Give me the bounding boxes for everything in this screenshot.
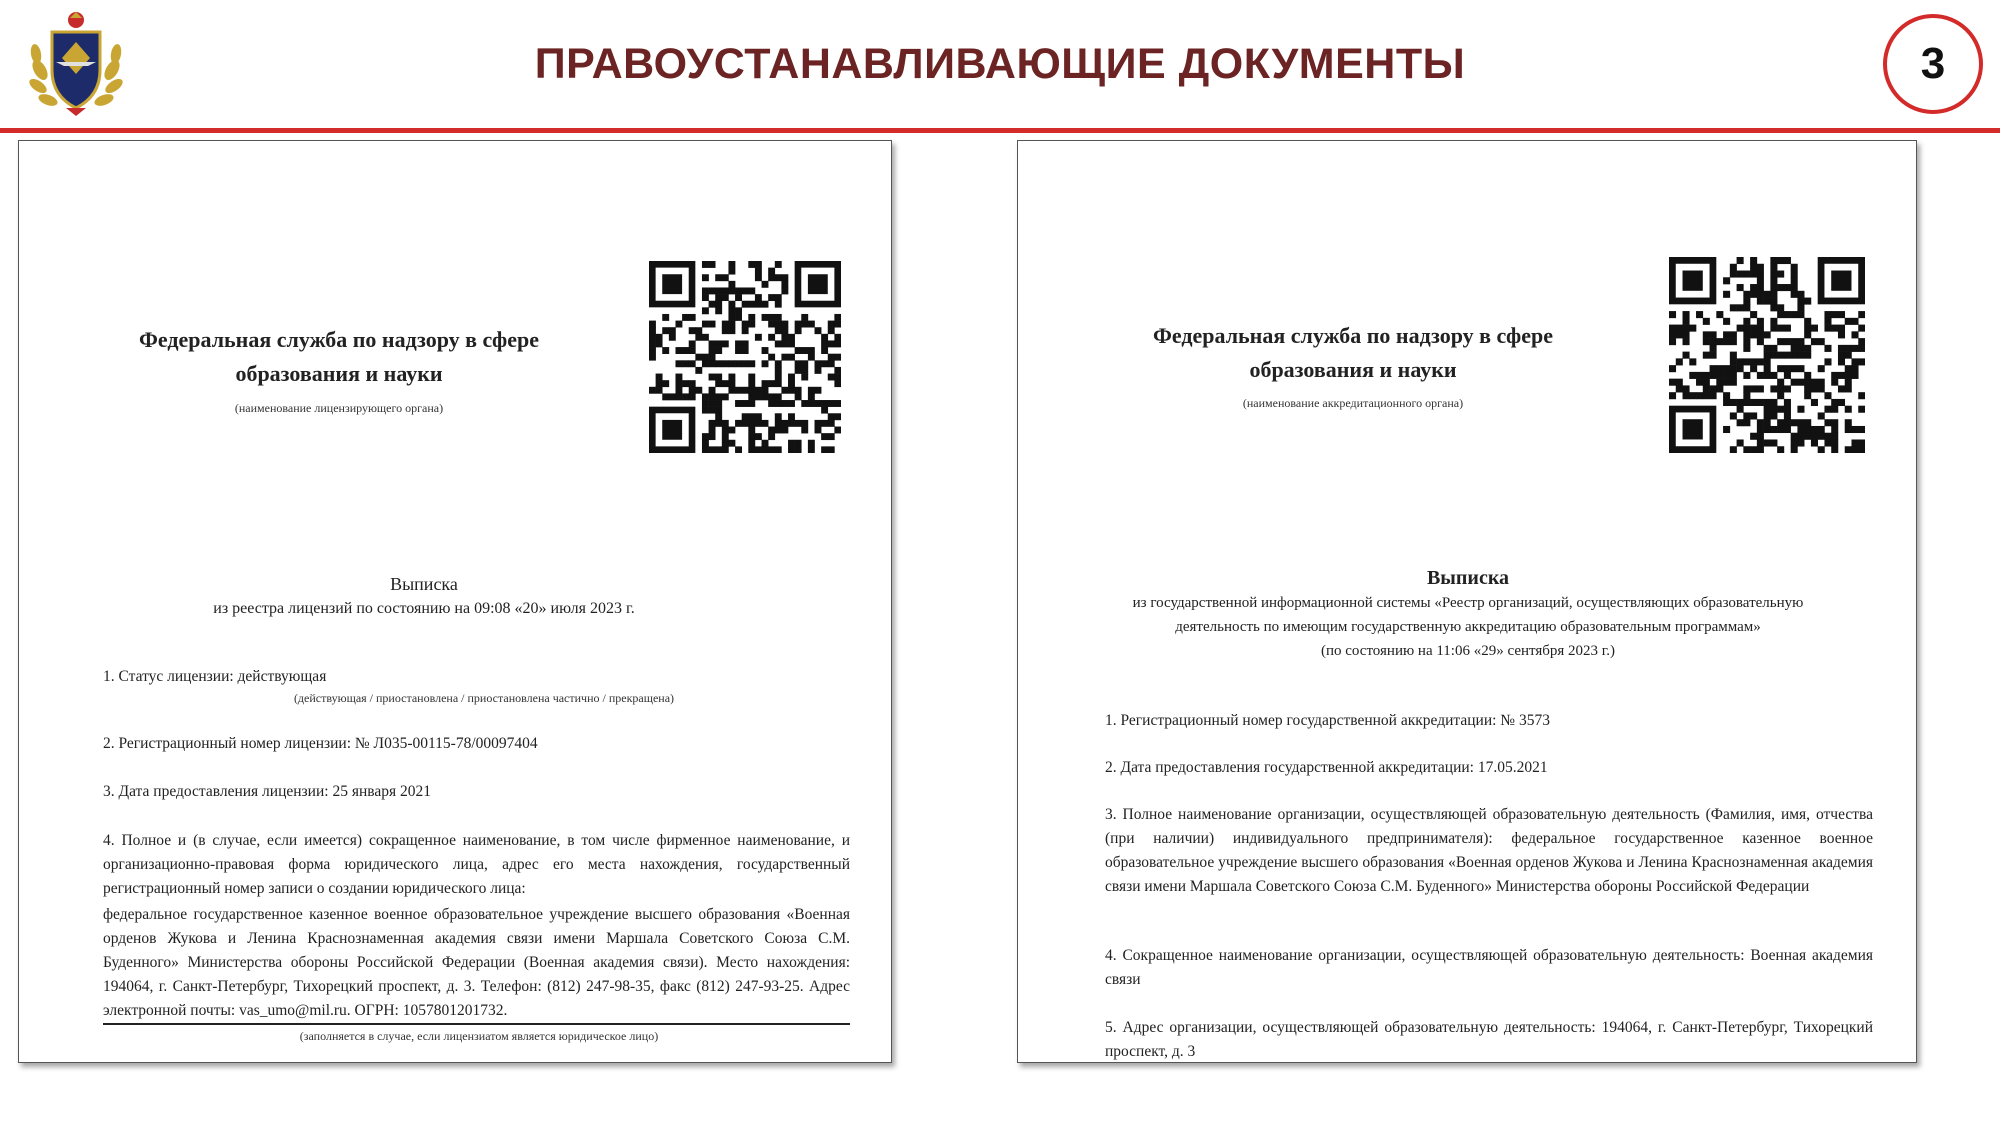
qr-code-icon (649, 261, 841, 458)
header-divider (0, 128, 2000, 133)
extract-subtitle: из реестра лицензий по состоянию на 09:08 «20» июля 2023 г. (213, 600, 635, 617)
license-status-hint: (действующая / приостановлена / приостановлена частично / прекращена) (293, 691, 675, 705)
agency-name (1128, 319, 1578, 387)
license-date: 3. Дата предоставления лицензии: 25 января 2021 (103, 783, 431, 800)
extract-subtitle-line2: деятельность по имеющим государственную аккредитацию образовательным программам» (1175, 619, 1761, 635)
organization-address: 5. Адрес организации, осуществляющей образовательную деятельность: 194064, г. Санкт-Петербург, Тихорецкий проспект, д. 3 (1105, 1019, 1873, 1060)
agency-name-line2: образования и науки (235, 361, 443, 386)
signature-rule (103, 1023, 850, 1025)
qr-code-icon (1669, 257, 1865, 458)
page-title: ПРАВОУСТАНАВЛИВАЮЩИЕ ДОКУМЕНТЫ (534, 40, 1466, 88)
accreditation-number: 1. Регистрационный номер государственной аккредитации: № 3573 (1105, 712, 1550, 729)
license-extract-document (18, 140, 892, 1063)
agency-name (119, 323, 559, 391)
extract-title: Выписка (1426, 567, 1510, 589)
organization-info-hint: (заполняется в случае, если лицензиатом является юридическое лицо) (299, 1029, 659, 1043)
accreditation-date: 2. Дата предоставления государственной аккредитации: 17.05.2021 (1105, 759, 1548, 776)
extract-subtitle (1058, 591, 1878, 663)
extract-subtitle-line3: (по состоянию на 11:06 «29» сентября 2023 г.) (1320, 643, 1615, 659)
agency-name-line2: образования и науки (1249, 357, 1457, 382)
agency-name-line1: Федеральная служба по надзору в сфере (139, 327, 539, 352)
organization-full-name: 3. Полное наименование организации, осуществляющей образовательную деятельность (Фамилия, имя, отчества (при наличии) индивидуального предпринимателя): федеральное государственное казенное военное образовательное учреждение высшего образования «Военная орденов Жукова и Ленина Краснознаменная академия связи имени Маршала Советского Союза С.М. Буденного» Министерства обороны Российской Федерации (1105, 806, 1873, 895)
page-number-badge: 3 (1883, 14, 1983, 114)
extract-title: Выписка (390, 574, 458, 594)
agency-caption: (наименование лицензирующего органа) (234, 401, 444, 415)
agency-caption: (наименование аккредитационного органа) (1242, 396, 1464, 410)
agency-name-line1: Федеральная служба по надзору в сфере (1153, 323, 1553, 348)
organization-info-label: 4. Полное и (в случае, если имеется) сокращенное наименование, в том числе фирменное наименование, и организационно-правовая форма юридического лица, адрес его места нахождения, государственный регистрационный номер записи о создании юридического лица: (103, 832, 850, 897)
organization-info-value: федеральное государственное казенное военное образовательное учреждение высшего образования «Военная орденов Жукова и Ленина Краснознаменная академия связи имени Маршала Советского Союза С.М. Буденного» Министерства обороны Российской Федерации (Военная академия связи). Место нахождения: 194064, г. Санкт-Петербург, Тихорецкий проспект, д. 3. Телефон: (812) 247-98-35, факс (812) 247-93-25. Адрес электронной почты: vas_umo@mil.ru. ОГРН: 1057801201732. (103, 906, 850, 1019)
slide-header (0, 0, 2000, 140)
license-status: 1. Статус лицензии: действующая (103, 668, 327, 685)
license-number: 2. Регистрационный номер лицензии: № Л035-00115-78/00097404 (103, 735, 538, 752)
accreditation-extract-document (1017, 140, 1917, 1063)
organization-short-name: 4. Сокращенное наименование организации, осуществляющей образовательную деятельность: Военная академия связи (1105, 947, 1873, 988)
extract-subtitle-line1: из государственной информационной системы «Реестр организаций, осуществляющих образовательную (1132, 595, 1804, 611)
